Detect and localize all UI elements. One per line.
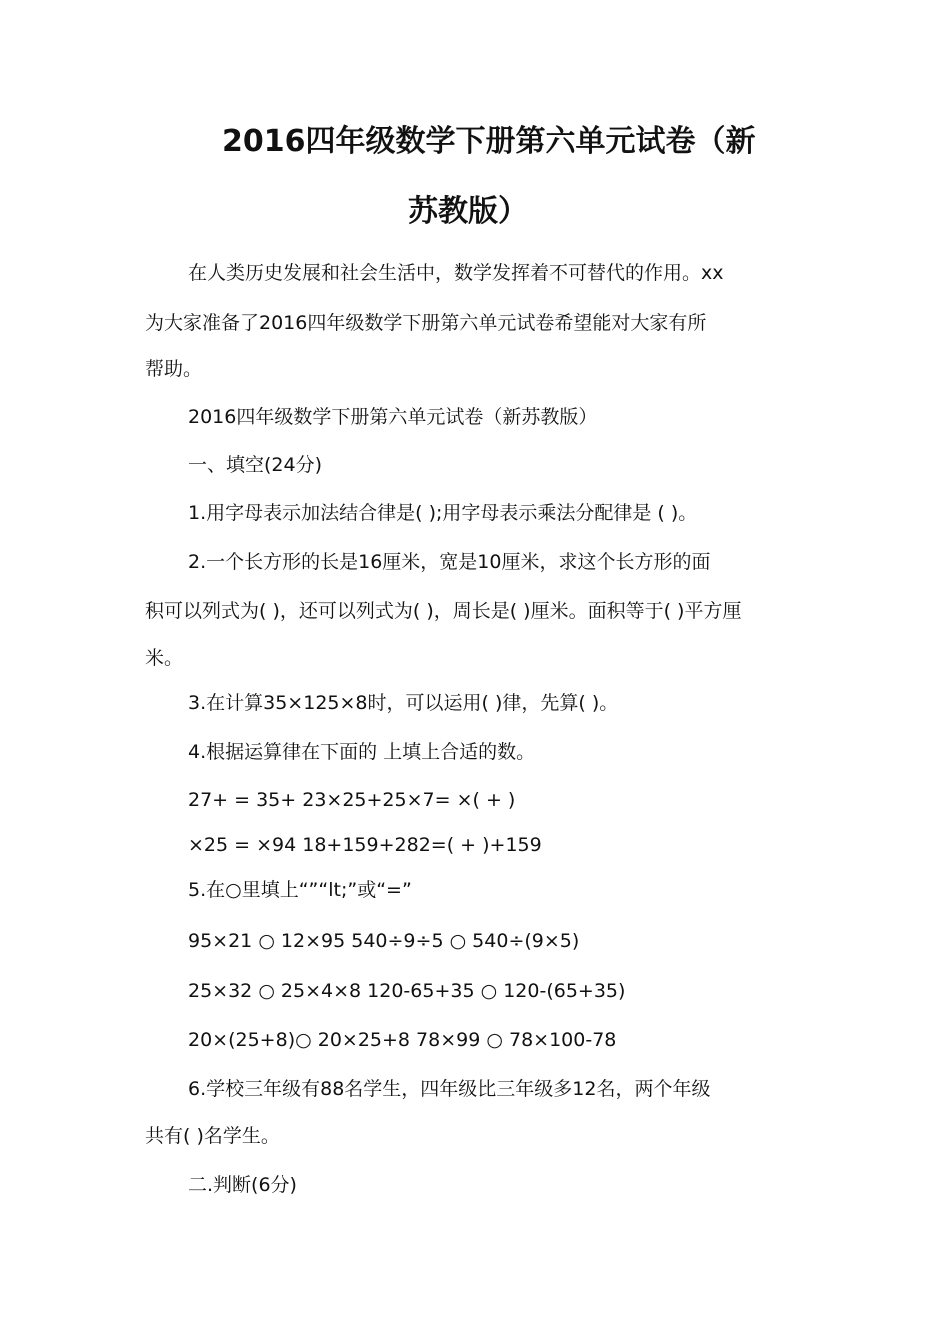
document-title-line-1: 2016四年级数学下册第六单元试卷（新 xyxy=(222,124,756,159)
subtitle: 2016四年级数学下册第六单元试卷（新苏教版） xyxy=(188,406,598,428)
question-5-prompt: 5.在○里填上“”“lt;”或“=” xyxy=(188,879,412,901)
question-3: 3.在计算35×125×8时，可以运用( )律，先算( )。 xyxy=(188,692,619,714)
intro-line-3: 帮助。 xyxy=(145,358,203,380)
question-6-line-2: 共有( )名学生。 xyxy=(145,1125,280,1147)
question-4-row-1: 27+ = 35+ 23×25+25×7= ×( + ) xyxy=(188,789,516,811)
question-1: 1.用字母表示加法结合律是( );用字母表示乘法分配律是 ( )。 xyxy=(188,502,698,524)
question-2-line-2: 积可以列式为( )，还可以列式为( )，周长是( )厘米。面积等于( )平方厘 xyxy=(145,600,742,622)
section-1-heading: 一、填空(24分) xyxy=(188,454,323,476)
question-4-prompt: 4.根据运算律在下面的 上填上合适的数。 xyxy=(188,741,536,763)
question-6-line-1: 6.学校三年级有88名学生，四年级比三年级多12名，两个年级 xyxy=(188,1078,711,1100)
intro-line-2: 为大家准备了2016四年级数学下册第六单元试卷希望能对大家有所 xyxy=(145,312,707,334)
document-title-line-2: 苏教版） xyxy=(408,194,528,229)
question-5-row-1: 95×21 ○ 12×95 540÷9÷5 ○ 540÷(9×5) xyxy=(188,930,580,952)
section-2-heading: 二.判断(6分) xyxy=(188,1174,297,1196)
intro-line-1: 在人类历史发展和社会生活中，数学发挥着不可替代的作用。xx xyxy=(188,262,724,284)
question-5-row-3: 20×(25+8)○ 20×25+8 78×99 ○ 78×100-78 xyxy=(188,1029,617,1051)
question-4-row-2: ×25 = ×94 18+159+282=( + )+159 xyxy=(188,834,542,856)
question-2-line-3: 米。 xyxy=(145,647,184,669)
question-2-line-1: 2.一个长方形的长是16厘米，宽是10厘米，求这个长方形的面 xyxy=(188,551,711,573)
question-5-row-2: 25×32 ○ 25×4×8 120-65+35 ○ 120-(65+35) xyxy=(188,980,626,1002)
